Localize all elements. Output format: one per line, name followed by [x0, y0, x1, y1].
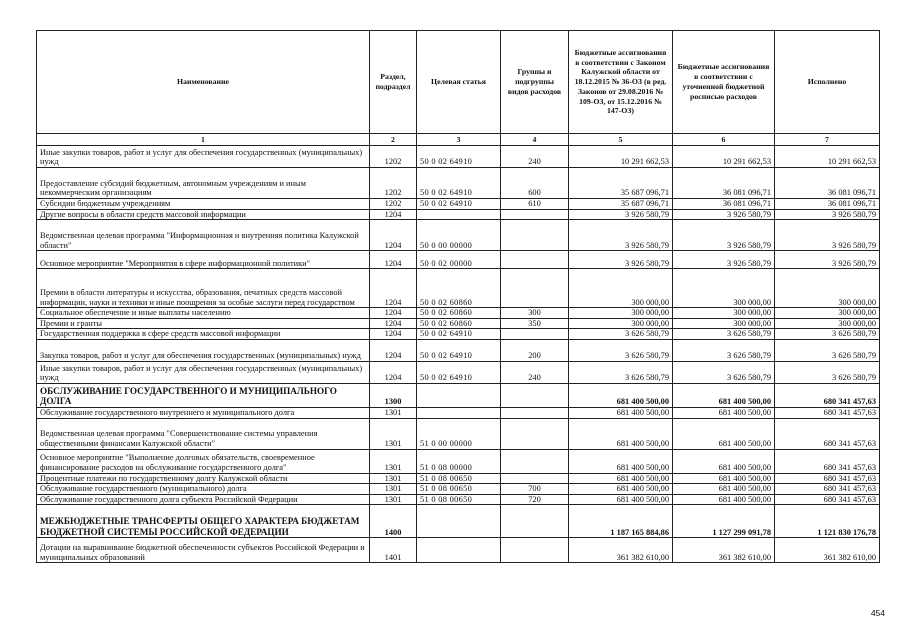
- row-name: ОБСЛУЖИВАНИЕ ГОСУДАРСТВЕННОГО И МУНИЦИПАЛЬНОГО ДОЛГА: [37, 383, 370, 407]
- row-target-code: 50 0 00 00000: [417, 220, 501, 251]
- row-target-code: 50 0 02 64910: [417, 168, 501, 199]
- row-refined-allocation: 3 926 580,79: [673, 251, 775, 269]
- table-body: [37, 146, 880, 563]
- row-name: Обслуживание государственного (муниципального) долга: [37, 484, 370, 495]
- row-target-code: 50 0 02 60860: [417, 269, 501, 308]
- budget-table: [36, 30, 880, 563]
- table-row: [37, 494, 880, 505]
- row-target-code: 50 0 02 64910: [417, 361, 501, 383]
- row-executed: 680 341 457,63: [775, 473, 880, 484]
- row-name: Дотации на выравнивание бюджетной обеспеченности субъектов Российской Федерации и муниципальных образований: [37, 538, 370, 563]
- row-expense-group: 240: [501, 146, 569, 168]
- row-expense-group: 720: [501, 494, 569, 505]
- column-number: 4: [501, 134, 569, 146]
- row-executed: 300 000,00: [775, 308, 880, 319]
- row-executed: 36 081 096,71: [775, 168, 880, 199]
- row-expense-group: [501, 538, 569, 563]
- row-expense-group: 300: [501, 308, 569, 319]
- table-row: [37, 209, 880, 220]
- row-name: Социальное обеспечение и иные выплаты населению: [37, 308, 370, 319]
- header-law-allocations: Бюджетные ассигнования в соответствии с Законом Калужской области от 18.12.2015 № 36-ОЗ (в ред. Законов от 29.08.2016 № 109-ОЗ, от 15.12.2016 № 147-ОЗ): [569, 31, 673, 134]
- table-row: [37, 251, 880, 269]
- row-law-allocation: 361 382 610,00: [569, 538, 673, 563]
- column-number: 7: [775, 134, 880, 146]
- row-target-code: 51 0 08 00650: [417, 473, 501, 484]
- row-executed: 680 341 457,63: [775, 418, 880, 449]
- column-number: 2: [370, 134, 417, 146]
- row-executed: 300 000,00: [775, 318, 880, 329]
- table-row: [37, 449, 880, 473]
- row-name: Иные закупки товаров, работ и услуг для обеспечения государственных (муниципальных) нужд: [37, 361, 370, 383]
- row-executed: 300 000,00: [775, 269, 880, 308]
- row-executed: 1 121 830 176,78: [775, 505, 880, 538]
- row-expense-group: 200: [501, 339, 569, 361]
- row-refined-allocation: 300 000,00: [673, 269, 775, 308]
- row-target-code: 50 0 02 64910: [417, 146, 501, 168]
- row-name: Ведомственная целевая программа "Информационная и внутренняя политика Калужской области": [37, 220, 370, 251]
- row-executed: 3 926 580,79: [775, 209, 880, 220]
- row-executed: 361 382 610,00: [775, 538, 880, 563]
- row-name: Другие вопросы в области средств массовой информации: [37, 209, 370, 220]
- row-target-code: 51 0 00 00000: [417, 418, 501, 449]
- row-executed: 680 341 457,63: [775, 449, 880, 473]
- row-section-code: 1204: [370, 339, 417, 361]
- row-expense-group: [501, 418, 569, 449]
- row-section-code: 1301: [370, 449, 417, 473]
- row-section-code: 1204: [370, 329, 417, 340]
- table-row: [37, 329, 880, 340]
- row-refined-allocation: 36 081 096,71: [673, 168, 775, 199]
- row-law-allocation: 681 400 500,00: [569, 484, 673, 495]
- row-name: Основное мероприятие "Выполнение долговых обязательств, своевременное финансирование расходов на обслуживание государственного долга": [37, 449, 370, 473]
- row-law-allocation: 3 626 580,79: [569, 329, 673, 340]
- row-target-code: [417, 505, 501, 538]
- row-section-code: 1401: [370, 538, 417, 563]
- row-law-allocation: 3 626 580,79: [569, 361, 673, 383]
- table-row: [37, 361, 880, 383]
- row-section-code: 1204: [370, 361, 417, 383]
- column-number: 3: [417, 134, 501, 146]
- row-expense-group: [501, 251, 569, 269]
- row-law-allocation: 681 400 500,00: [569, 449, 673, 473]
- row-section-code: 1301: [370, 418, 417, 449]
- row-refined-allocation: 3 926 580,79: [673, 209, 775, 220]
- row-expense-group: 610: [501, 199, 569, 210]
- row-law-allocation: 35 687 096,71: [569, 168, 673, 199]
- row-law-allocation: 1 187 165 884,86: [569, 505, 673, 538]
- row-executed: 680 341 457,63: [775, 484, 880, 495]
- row-refined-allocation: 361 382 610,00: [673, 538, 775, 563]
- row-law-allocation: 3 626 580,79: [569, 339, 673, 361]
- column-number: 1: [37, 134, 370, 146]
- row-executed: 3 626 580,79: [775, 361, 880, 383]
- column-number-row: [37, 134, 880, 146]
- row-law-allocation: 3 926 580,79: [569, 251, 673, 269]
- row-target-code: 51 0 08 00650: [417, 494, 501, 505]
- row-law-allocation: 681 400 500,00: [569, 473, 673, 484]
- row-target-code: 50 0 02 60860: [417, 308, 501, 319]
- row-law-allocation: 681 400 500,00: [569, 494, 673, 505]
- table-row: [37, 407, 880, 418]
- table-row: [37, 168, 880, 199]
- row-section-code: 1204: [370, 251, 417, 269]
- row-target-code: 51 0 08 00000: [417, 449, 501, 473]
- row-executed: 3 926 580,79: [775, 251, 880, 269]
- row-expense-group: 240: [501, 361, 569, 383]
- row-name: Обслуживание государственного внутреннего и муниципального долга: [37, 407, 370, 418]
- header-row: [37, 31, 880, 134]
- row-refined-allocation: 10 291 662,53: [673, 146, 775, 168]
- row-target-code: 51 0 08 00650: [417, 484, 501, 495]
- row-target-code: [417, 407, 501, 418]
- row-section-code: 1301: [370, 407, 417, 418]
- header-executed: Исполнено: [775, 31, 880, 134]
- row-section-code: 1202: [370, 146, 417, 168]
- row-name: Государственная поддержка в сфере средств массовой информации: [37, 329, 370, 340]
- row-name: Ведомственная целевая программа "Совершенствование системы управления общественными финансами Калужской области": [37, 418, 370, 449]
- table-row: [37, 318, 880, 329]
- row-target-code: 50 0 02 64910: [417, 329, 501, 340]
- row-section-code: 1400: [370, 505, 417, 538]
- row-executed: 3 626 580,79: [775, 329, 880, 340]
- header-refined-allocations: Бюджетные ассигнования в соответствии с уточненной бюджетной росписью расходов: [673, 31, 775, 134]
- column-number: 5: [569, 134, 673, 146]
- table-row: [37, 505, 880, 538]
- row-section-code: 1202: [370, 199, 417, 210]
- page-number: 454: [870, 608, 885, 618]
- table-row: [37, 308, 880, 319]
- row-expense-group: 700: [501, 484, 569, 495]
- row-executed: 3 626 580,79: [775, 339, 880, 361]
- column-number: 6: [673, 134, 775, 146]
- row-law-allocation: 10 291 662,53: [569, 146, 673, 168]
- row-name: Премии в области литературы и искусства, образования, печатных средств массовой информации, науки и техники и иные поощрения за особые заслуги перед государством: [37, 269, 370, 308]
- row-section-code: 1301: [370, 473, 417, 484]
- row-law-allocation: 681 400 500,00: [569, 383, 673, 407]
- header-target: Целевая статья: [417, 31, 501, 134]
- row-target-code: [417, 209, 501, 220]
- row-executed: 680 341 457,63: [775, 494, 880, 505]
- table-row: [37, 146, 880, 168]
- row-name: Основное мероприятие "Мероприятия в сфере информационной политики": [37, 251, 370, 269]
- row-name: Предоставление субсидий бюджетным, автономным учреждениям и иным некоммерческим организациям: [37, 168, 370, 199]
- row-refined-allocation: 300 000,00: [673, 308, 775, 319]
- row-refined-allocation: 36 081 096,71: [673, 199, 775, 210]
- table-row: [37, 269, 880, 308]
- row-expense-group: [501, 209, 569, 220]
- header-group: Группы и подгруппы видов расходов: [501, 31, 569, 134]
- table-row: [37, 339, 880, 361]
- row-target-code: 50 0 02 60860: [417, 318, 501, 329]
- row-expense-group: [501, 269, 569, 308]
- row-law-allocation: 3 926 580,79: [569, 209, 673, 220]
- row-expense-group: [501, 383, 569, 407]
- row-section-code: 1301: [370, 484, 417, 495]
- row-name: Субсидии бюджетным учреждениям: [37, 199, 370, 210]
- row-law-allocation: 3 926 580,79: [569, 220, 673, 251]
- row-refined-allocation: 681 400 500,00: [673, 418, 775, 449]
- row-section-code: 1204: [370, 269, 417, 308]
- row-expense-group: [501, 473, 569, 484]
- row-law-allocation: 681 400 500,00: [569, 418, 673, 449]
- table-row: [37, 199, 880, 210]
- row-name: Премии и гранты: [37, 318, 370, 329]
- row-expense-group: [501, 505, 569, 538]
- row-target-code: [417, 538, 501, 563]
- header-name: Наименование: [37, 31, 370, 134]
- row-target-code: 50 0 02 64910: [417, 339, 501, 361]
- row-law-allocation: 300 000,00: [569, 269, 673, 308]
- row-expense-group: [501, 329, 569, 340]
- table-row: [37, 484, 880, 495]
- row-law-allocation: 35 687 096,71: [569, 199, 673, 210]
- row-refined-allocation: 681 400 500,00: [673, 484, 775, 495]
- row-section-code: 1300: [370, 383, 417, 407]
- row-law-allocation: 681 400 500,00: [569, 407, 673, 418]
- row-section-code: 1204: [370, 220, 417, 251]
- row-executed: 680 341 457,63: [775, 383, 880, 407]
- row-refined-allocation: 1 127 299 091,78: [673, 505, 775, 538]
- row-expense-group: [501, 220, 569, 251]
- header-section: Раздел, подраздел: [370, 31, 417, 134]
- row-executed: 680 341 457,63: [775, 407, 880, 418]
- row-law-allocation: 300 000,00: [569, 308, 673, 319]
- row-section-code: 1204: [370, 308, 417, 319]
- row-target-code: 50 0 02 00000: [417, 251, 501, 269]
- row-name: Обслуживание государственного долга субъекта Российской Федерации: [37, 494, 370, 505]
- table-row: [37, 383, 880, 407]
- row-refined-allocation: 681 400 500,00: [673, 473, 775, 484]
- table-row: [37, 220, 880, 251]
- row-law-allocation: 300 000,00: [569, 318, 673, 329]
- table-row: [37, 473, 880, 484]
- row-executed: 10 291 662,53: [775, 146, 880, 168]
- row-refined-allocation: 3 626 580,79: [673, 339, 775, 361]
- row-name: МЕЖБЮДЖЕТНЫЕ ТРАНСФЕРТЫ ОБЩЕГО ХАРАКТЕРА БЮДЖЕТАМ БЮДЖЕТНОЙ СИСТЕМЫ РОССИЙСКОЙ ФЕДЕРАЦИИ: [37, 505, 370, 538]
- row-expense-group: [501, 449, 569, 473]
- row-name: Процентные платежи по государственному долгу Калужской области: [37, 473, 370, 484]
- row-expense-group: 350: [501, 318, 569, 329]
- row-refined-allocation: 3 626 580,79: [673, 329, 775, 340]
- row-executed: 3 926 580,79: [775, 220, 880, 251]
- row-refined-allocation: 3 926 580,79: [673, 220, 775, 251]
- row-target-code: 50 0 02 64910: [417, 199, 501, 210]
- table-row: [37, 418, 880, 449]
- row-name: Закупка товаров, работ и услуг для обеспечения государственных (муниципальных) нужд: [37, 339, 370, 361]
- row-section-code: 1204: [370, 209, 417, 220]
- row-refined-allocation: 300 000,00: [673, 318, 775, 329]
- table-row: [37, 538, 880, 563]
- row-name: Иные закупки товаров, работ и услуг для обеспечения государственных (муниципальных) нужд: [37, 146, 370, 168]
- row-executed: 36 081 096,71: [775, 199, 880, 210]
- row-refined-allocation: 3 626 580,79: [673, 361, 775, 383]
- row-expense-group: 600: [501, 168, 569, 199]
- row-refined-allocation: 681 400 500,00: [673, 407, 775, 418]
- row-refined-allocation: 681 400 500,00: [673, 449, 775, 473]
- row-refined-allocation: 681 400 500,00: [673, 383, 775, 407]
- row-section-code: 1204: [370, 318, 417, 329]
- row-refined-allocation: 681 400 500,00: [673, 494, 775, 505]
- row-section-code: 1202: [370, 168, 417, 199]
- row-expense-group: [501, 407, 569, 418]
- row-section-code: 1301: [370, 494, 417, 505]
- row-target-code: [417, 383, 501, 407]
